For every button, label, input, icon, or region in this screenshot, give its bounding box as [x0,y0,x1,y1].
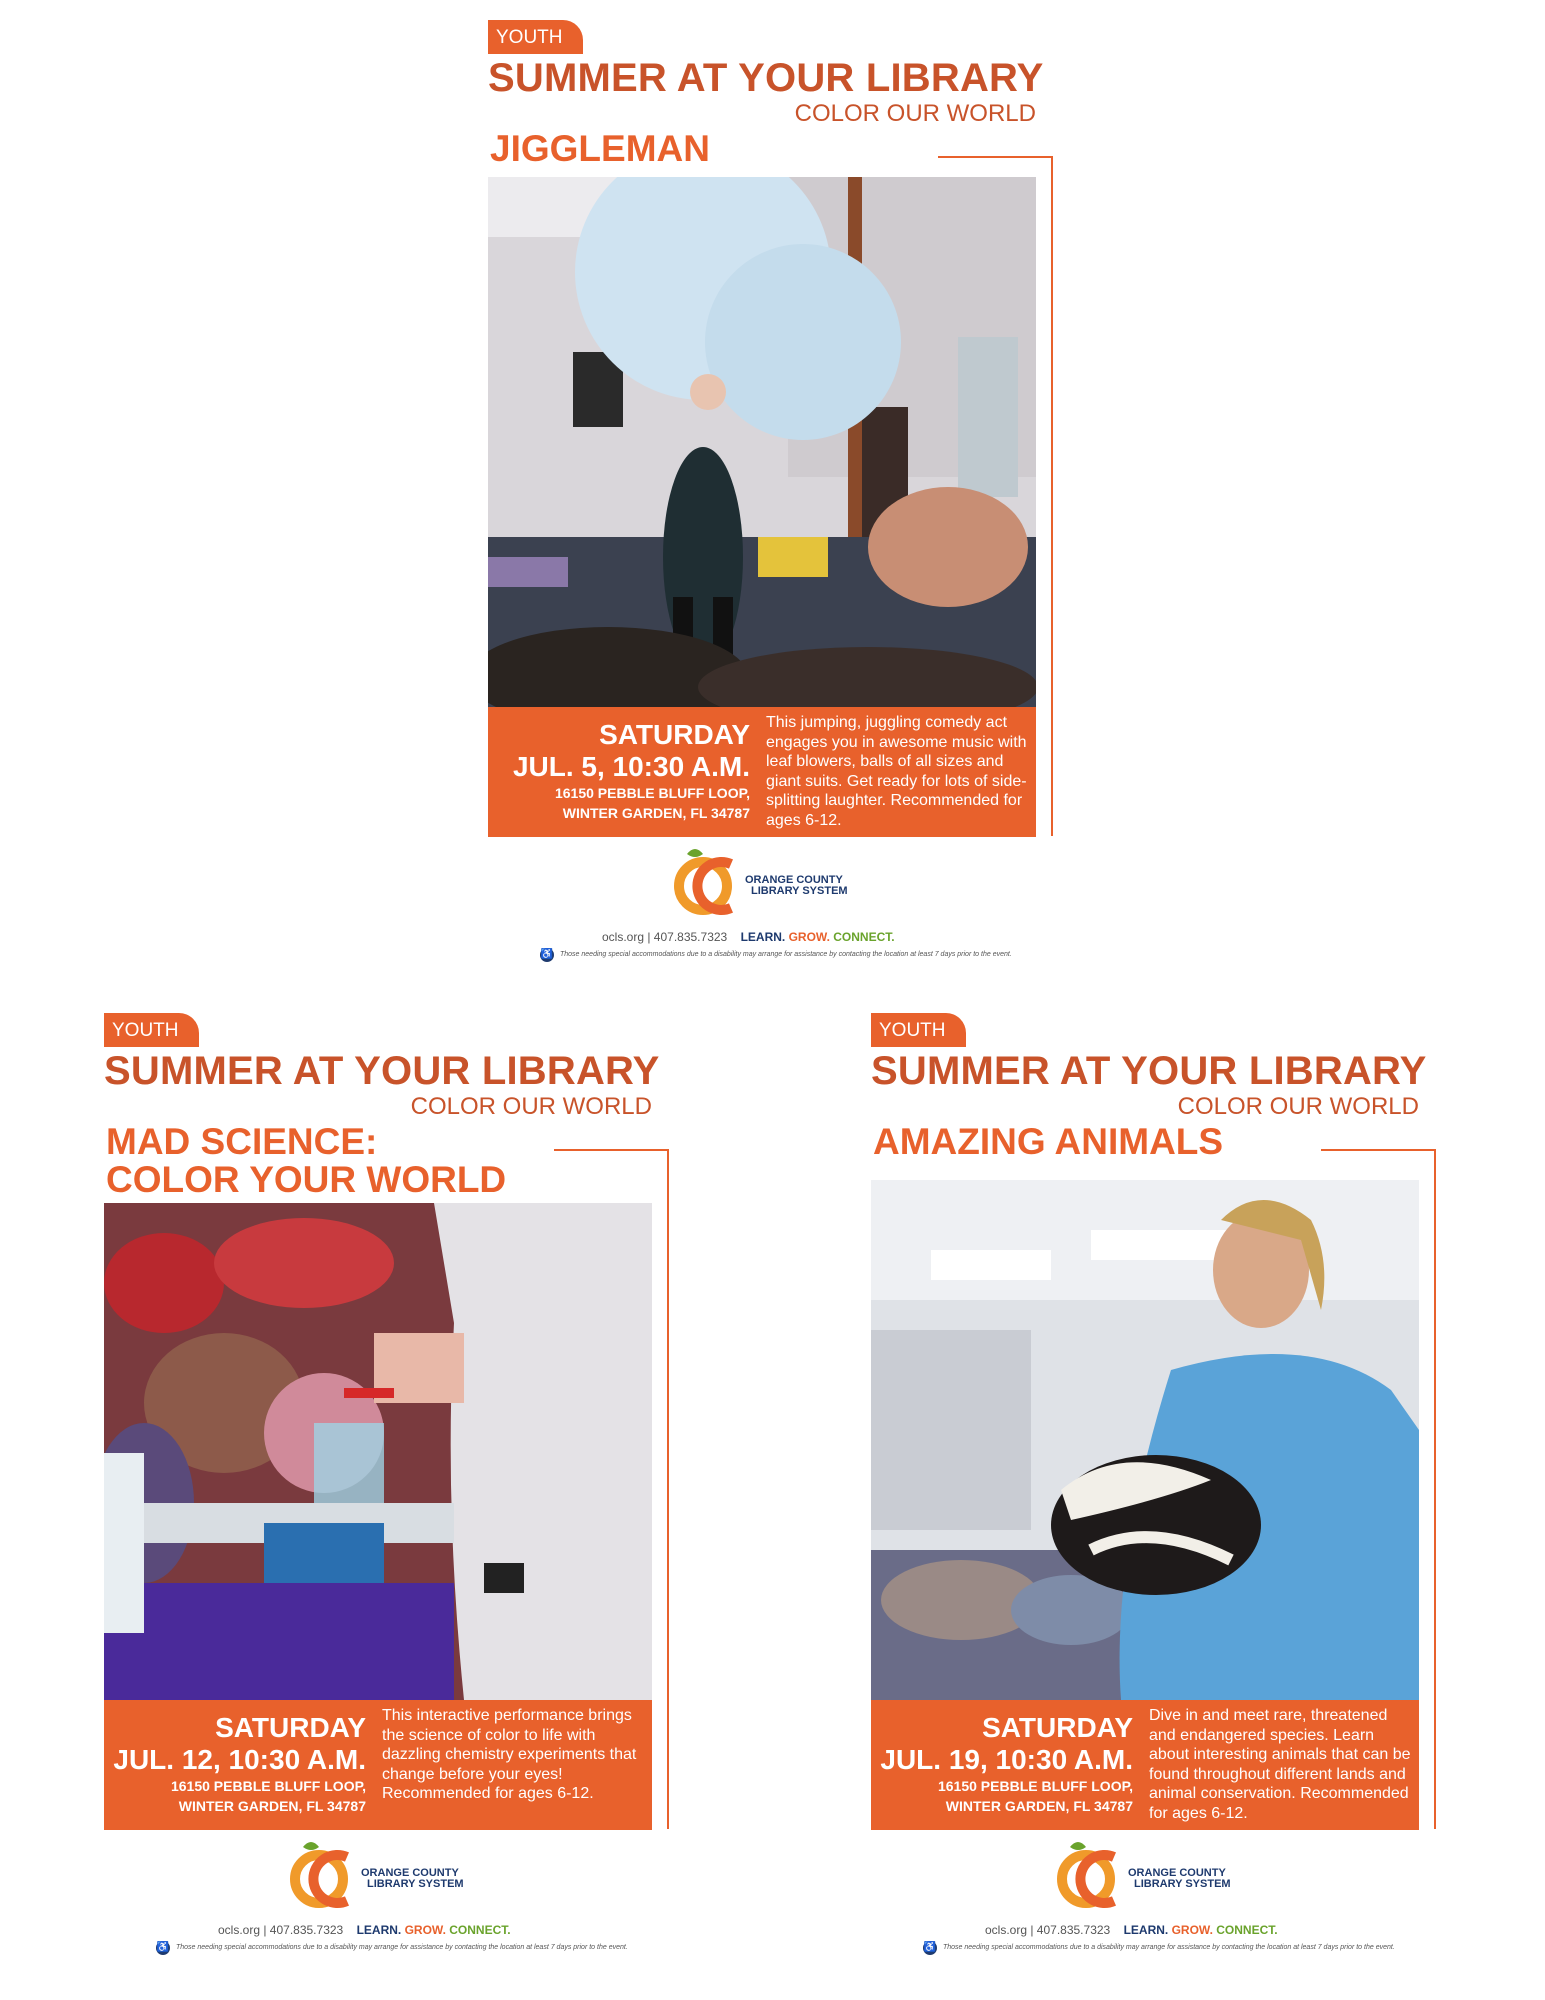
org-name-line2: LIBRARY SYSTEM [367,1878,464,1890]
ocls-logo [289,1835,489,1915]
accent-rule [554,1149,669,1151]
series-subhead: COLOR OUR WORLD [1177,1093,1419,1120]
ocls-logo [1056,1835,1256,1915]
accessibility-disclaimer: Those needing special accommodations due to a disability may arrange for assistance by contacting the location at least 7 days prior to the event. [176,1944,628,1951]
youth-tag: YOUTH [871,1013,966,1047]
accent-rule [1051,156,1053,836]
event-description: This interactive performance brings the science of color to life with dazzling chemistry experiments that change before your eyes! Recommended for ages 6-12. [382,1707,637,1802]
accessibility-disclaimer: Those needing special accommodations due to a disability may arrange for assistance by contacting the location at least 7 days prior to the event. [560,951,1012,958]
flyer-mad-science [104,1013,669,1993]
slogan-grow: GROW. [404,1923,446,1937]
slogan-learn: LEARN. [356,1923,402,1937]
event-date: JUL. 5, 10:30 A.M. [512,751,750,782]
slogan-grow: GROW. [1171,1923,1213,1937]
accent-rule [667,1149,669,1829]
contact-line [602,930,895,944]
series-headline: SUMMER AT YOUR LIBRARY [104,1049,660,1093]
event-address-line2: WINTER GARDEN, FL 34787 [178,1798,366,1814]
accent-rule [1321,1149,1436,1151]
series-headline: SUMMER AT YOUR LIBRARY [871,1049,1427,1093]
event-date: JUL. 12, 10:30 A.M. [113,1744,366,1775]
accessibility-disclaimer: Those needing special accommodations due to a disability may arrange for assistance by contacting the location at least 7 days prior to the event. [943,1944,1395,1951]
slogan-grow: GROW. [788,930,830,944]
contact-info: ocls.org | 407.835.7323 [602,930,728,944]
ocls-logo [673,842,873,922]
event-address-line2: WINTER GARDEN, FL 34787 [562,805,750,821]
contact-line [985,1923,1278,1937]
event-description: Dive in and meet rare, threatened and endangered species. Learn about interesting animals that can be found throughout different lands and animal conservation. Recommended for ages 6-12. [1149,1707,1411,1822]
accent-rule [1434,1149,1436,1829]
contact-line [218,1923,511,1937]
youth-tag: YOUTH [488,20,583,54]
contact-info: ocls.org | 407.835.7323 [218,1923,344,1937]
event-address-line1: 16150 PEBBLE BLUFF LOOP, [937,1778,1133,1794]
org-name-line1: ORANGE COUNTY [745,874,843,886]
accessibility-icon: ♿ [156,1942,170,1953]
event-day: SATURDAY [215,1712,366,1743]
series-subhead: COLOR OUR WORLD [794,100,1036,127]
event-info-bar [488,707,1036,837]
event-photo-mad-science [104,1203,652,1700]
flyer-amazing-animals [871,1013,1436,1993]
event-photo-amazing-animals [871,1180,1419,1700]
series-headline: SUMMER AT YOUR LIBRARY [488,56,1044,100]
event-title: JIGGLEMAN [490,128,710,169]
accessibility-icon: ♿ [540,949,554,960]
youth-tag: YOUTH [104,1013,199,1047]
event-title: AMAZING ANIMALS [873,1121,1224,1162]
accent-rule [938,156,1053,158]
event-day: SATURDAY [599,719,750,750]
accessibility-icon: ♿ [923,1942,937,1953]
slogan-connect: CONNECT. [833,930,895,944]
event-title: MAD SCIENCE: COLOR YOUR WORLD [106,1121,507,1200]
event-day: SATURDAY [982,1712,1133,1743]
slogan-learn: LEARN. [1123,1923,1169,1937]
org-name-line1: ORANGE COUNTY [361,1867,459,1879]
contact-info: ocls.org | 407.835.7323 [985,1923,1111,1937]
slogan-learn: LEARN. [740,930,786,944]
event-address-line1: 16150 PEBBLE BLUFF LOOP, [554,785,750,801]
event-info-bar [104,1700,652,1830]
org-name-line2: LIBRARY SYSTEM [1134,1878,1231,1890]
slogan-connect: CONNECT. [449,1923,511,1937]
event-address-line2: WINTER GARDEN, FL 34787 [945,1798,1133,1814]
slogan-connect: CONNECT. [1216,1923,1278,1937]
org-name-line2: LIBRARY SYSTEM [751,885,848,897]
series-subhead: COLOR OUR WORLD [410,1093,652,1120]
event-date: JUL. 19, 10:30 A.M. [880,1744,1133,1775]
event-address-line1: 16150 PEBBLE BLUFF LOOP, [170,1778,366,1794]
event-description: This jumping, juggling comedy act engages you in awesome music with leaf blowers, balls of all sizes and giant suits. Get ready for lots of side-splitting laughter. Recommended for ages 6-12. [766,714,1027,829]
org-name-line1: ORANGE COUNTY [1128,1867,1226,1879]
event-photo-jiggleman [488,177,1036,707]
event-info-bar [871,1700,1419,1830]
flyer-jiggleman [488,20,1053,1000]
